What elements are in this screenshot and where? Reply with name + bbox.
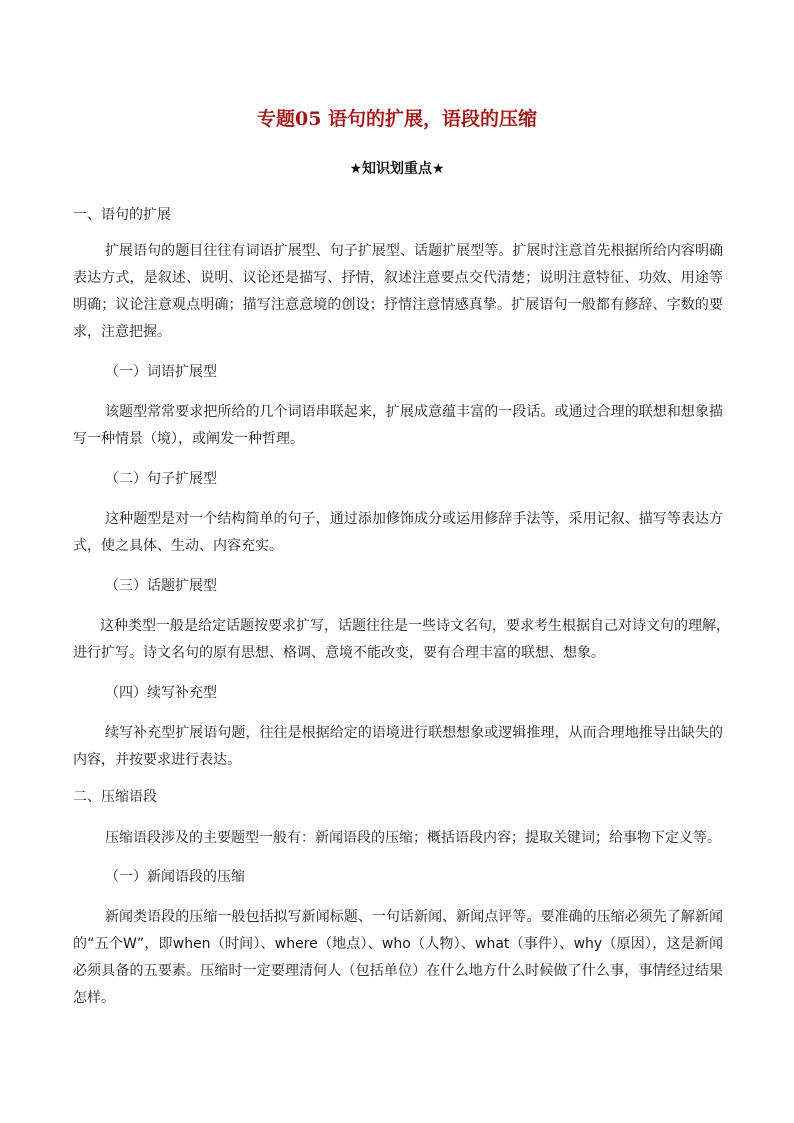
subsection-heading: （四）续写补充型 [105,685,217,701]
paragraph-line: 该题型常常要求把所给的几个词语串联起来，扩展成意蕴丰富的一段话。或通过合理的联想和想象描 [105,404,723,420]
paragraph-line: 怎样。 [73,990,115,1006]
paragraph-line: 的“五个W”，即when（时间）、where（地点）、who（人物）、what（事件）、why（原因），这是新闻 [73,936,723,952]
section-banner: ★知识划重点★ [349,161,445,177]
paragraph-line: 这种题型是对一个结构简单的句子，通过添加修饰成分或运用修辞手法等，采用记叙、描写等表达方 [105,511,723,527]
section-heading-2: 二、压缩语段 [73,789,157,805]
subsection-heading: （二）句子扩展型 [105,471,217,487]
paragraph-line: 新闻类语段的压缩一般包括拟写新闻标题、一句话新闻、新闻点评等。要准确的压缩必须先了解新闻 [105,909,723,925]
paragraph-line: 表达方式，是叙述、说明、议论还是描写、抒情，叙述注意要点交代清楚；说明注意特征、功效、用途等 [73,270,723,286]
subsection-heading: （一）词语扩展型 [105,364,217,380]
paragraph-line: 续写补充型扩展语句题，往往是根据给定的语境进行联想想象或逻辑推理，从而合理地推导出缺失的 [105,725,723,741]
paragraph-line: 压缩语段涉及的主要题型一般有：新闻语段的压缩；概括语段内容；提取关键词；给事物下定义等。 [105,830,721,846]
subsection-heading: （一）新闻语段的压缩 [105,869,245,885]
paragraph-line: 式，使之具体、生动、内容充实。 [73,538,283,554]
subsection-heading: （三）话题扩展型 [105,578,217,594]
paragraph-line: 扩展语句的题目往往有词语扩展型、句子扩展型、话题扩展型等。扩展时注意首先根据所给内容明确 [105,243,723,259]
section-heading-1: 一、语句的扩展 [73,207,171,223]
paragraph-line: 必须具备的五要素。压缩时一定要理清何人（包括单位）在什么地方什么时候做了什么事，事情经过结果 [73,963,723,979]
paragraph-line: 进行扩写。诗文名句的原有思想、格调、意境不能改变，要有合理丰富的联想、想象。 [73,645,605,661]
paragraph-line: 内容，并按要求进行表达。 [73,752,241,768]
paragraph-line: 求，注意把握。 [73,324,171,340]
paragraph-line: 明确；议论注意观点明确；描写注意意境的创设；抒情注意情感真挚。扩展语句一般都有修辞、字数的要 [73,297,723,313]
document-title: 专题05 语句的扩展，语段的压缩 [256,108,538,130]
paragraph-line: 写一种情景（境），或阐发一种哲理。 [73,431,304,447]
paragraph-line: 这种类型一般是给定话题按要求扩写，话题往往是一些诗文名句，要求考生根据自己对诗文句的理解， [100,618,730,634]
